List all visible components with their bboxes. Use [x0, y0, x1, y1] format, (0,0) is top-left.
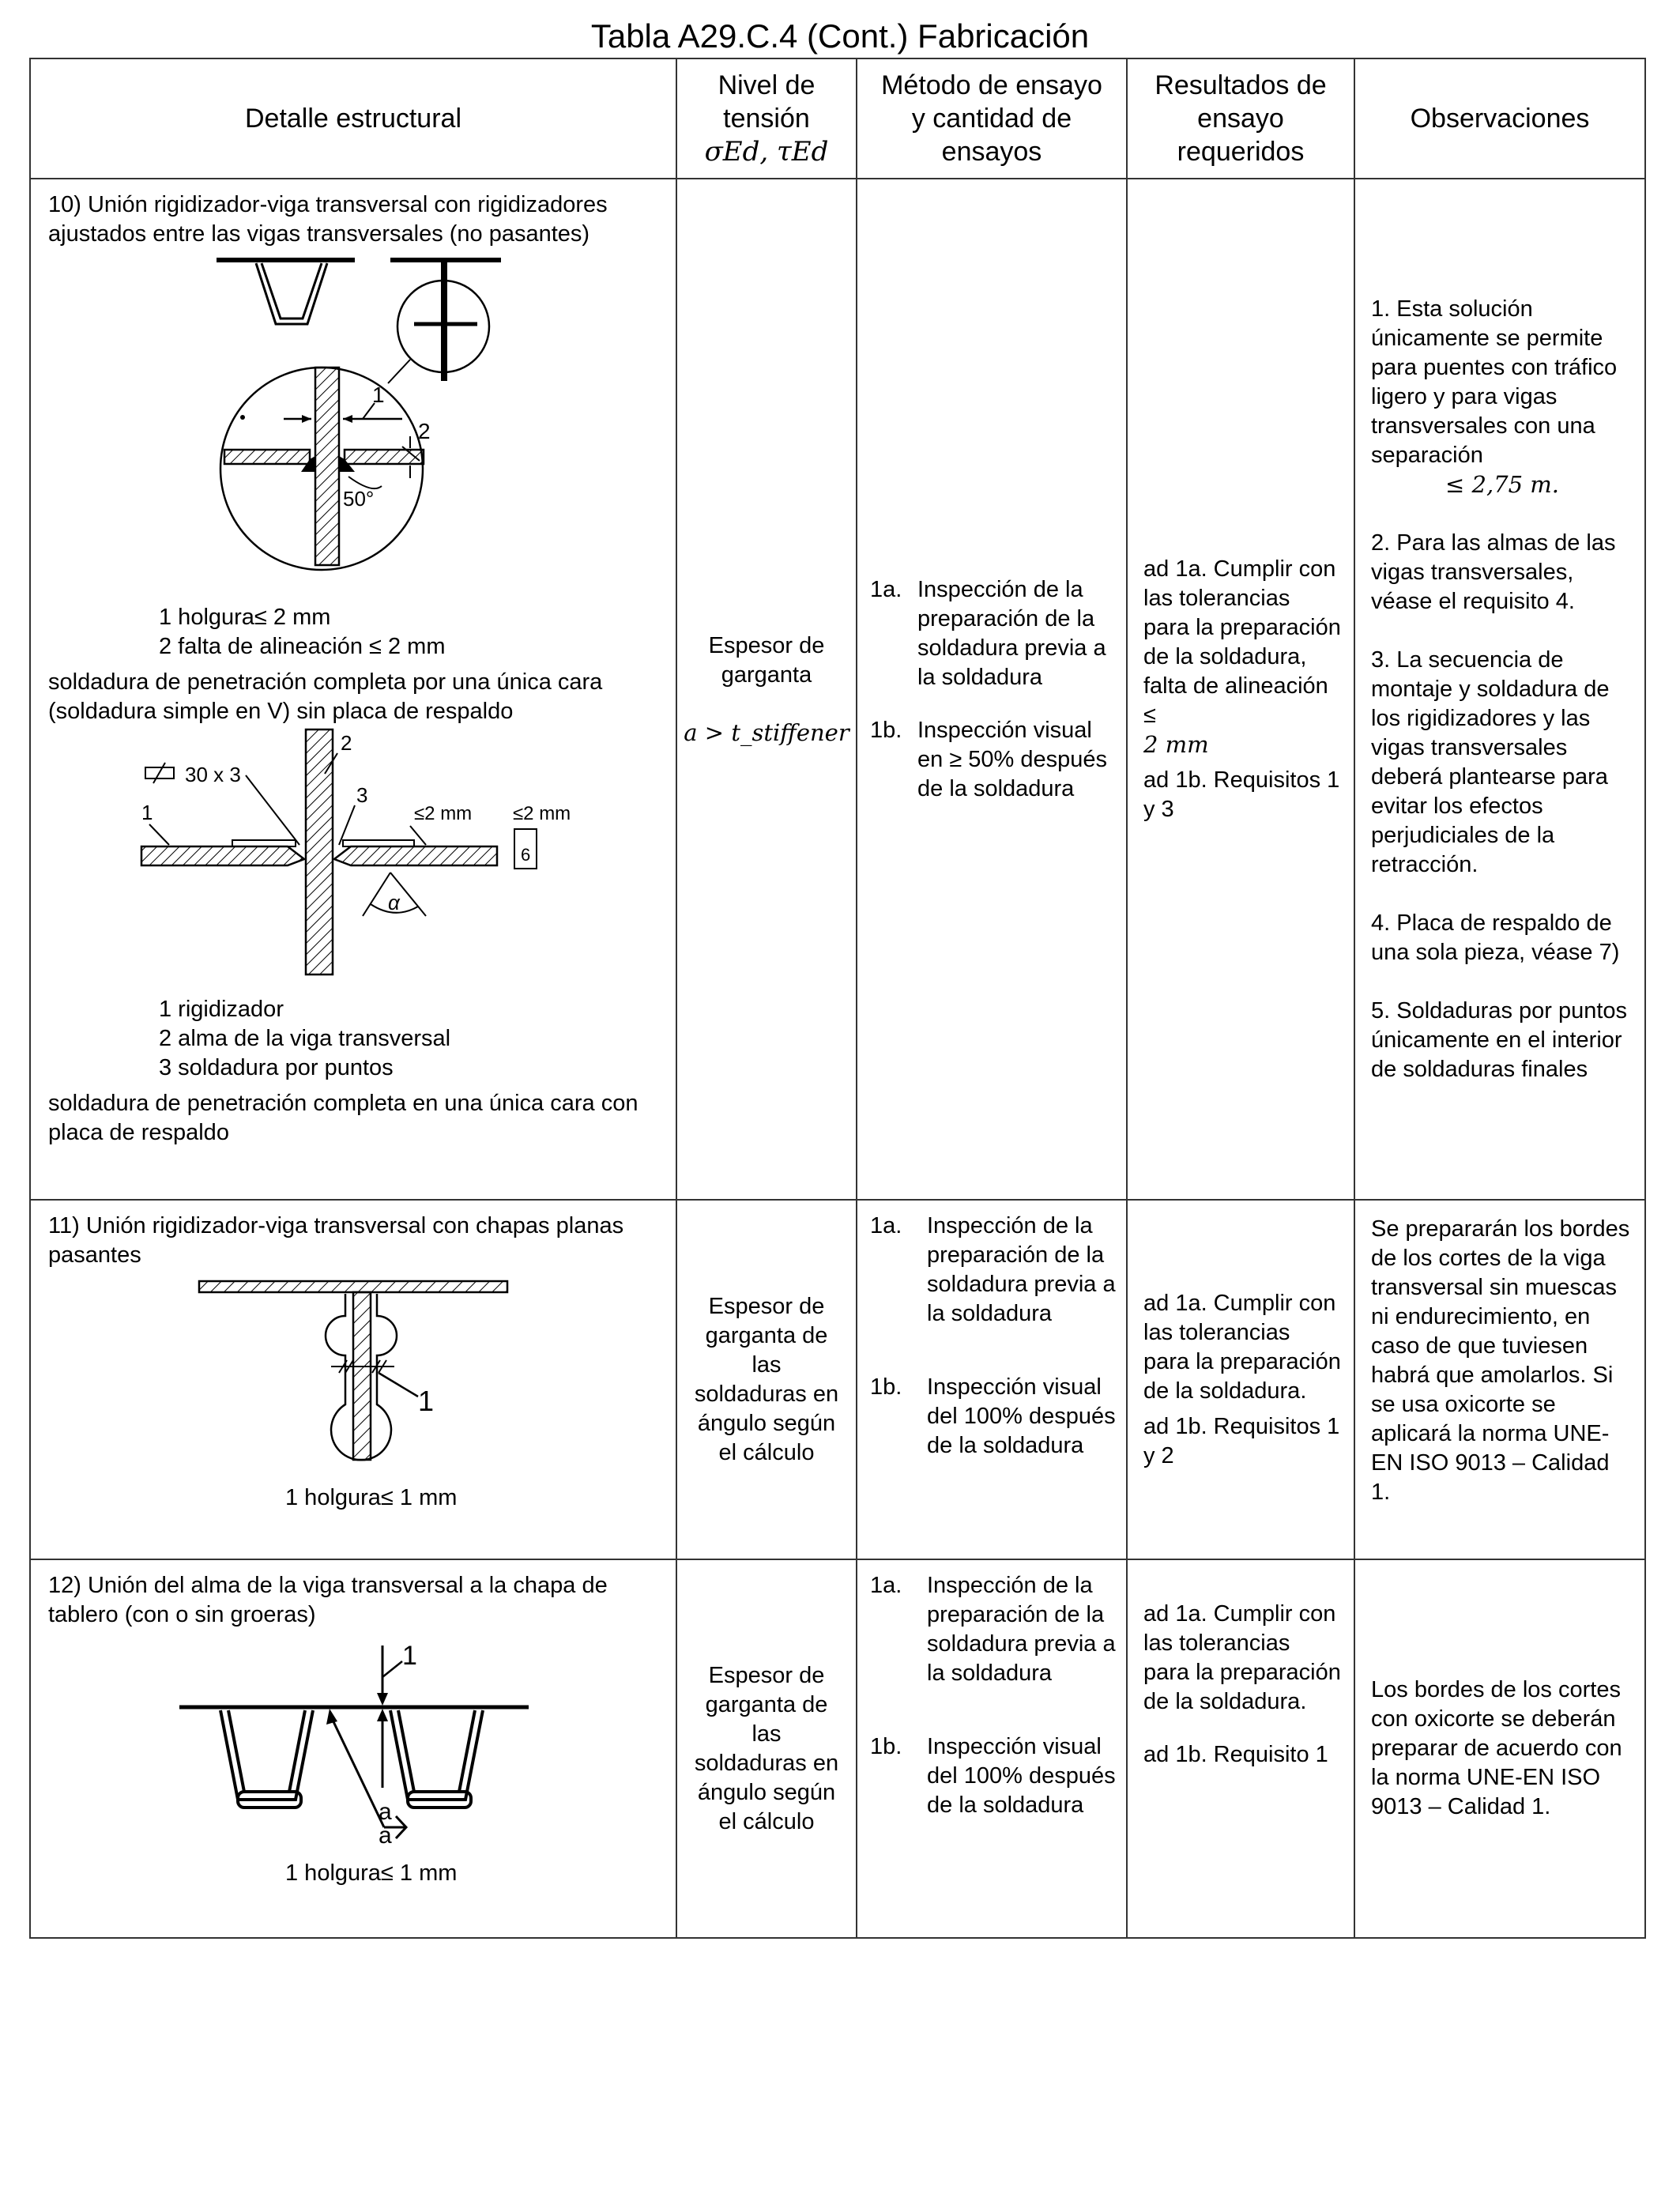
legend-web: 2 alma de la viga transversal	[159, 1026, 451, 1051]
header-observaciones: Observaciones	[1354, 58, 1645, 179]
header-metodo: Método de ensayo y cantidad de ensayos	[857, 58, 1127, 179]
resultado-1a-10: ad 1a. Cumplir con las tolerancias para la preparación de la soldadura, falta de alineación ≤	[1143, 556, 1341, 728]
header-nivel: Nivel de tensión σEd, τEd	[676, 58, 857, 179]
svg-text:1: 1	[418, 1385, 435, 1417]
metodo-cell-11	[857, 1200, 1127, 1559]
legend-gap-1mm-11: 1 holgura≤ 1 mm	[285, 1485, 458, 1510]
observaciones-cell-11	[1354, 1200, 1645, 1559]
obs-1-value: ≤ 2,75 m.	[1445, 470, 1560, 498]
resultados-cell-10	[1127, 179, 1354, 1200]
legend-misalignment: 2 falta de alineación ≤ 2 mm	[159, 634, 446, 659]
svg-text:a: a	[379, 1823, 392, 1849]
nivel-cell-11: Espesor de garganta de las soldaduras en ángulo según el cálculo	[676, 1200, 857, 1559]
resultado-1b-12: ad 1b. Requisito 1	[1143, 1742, 1328, 1767]
legend-gap-2mm: 1 holgura≤ 2 mm	[159, 605, 331, 630]
metodo-cell-12	[857, 1559, 1127, 1938]
fabrication-table	[29, 58, 1646, 1939]
metodo-1a-10: 1a. Inspección de la preparación de la soldadura previa a la soldadura	[870, 576, 1106, 690]
legend-gap-1mm-12: 1 holgura≤ 1 mm	[285, 1860, 458, 1886]
detail-cell-11	[30, 1200, 676, 1559]
header-detalle: Detalle estructural	[30, 58, 676, 179]
nivel-cell-10: Espesor de garganta a > t_stiffener	[676, 179, 857, 1200]
svg-text:2: 2	[341, 731, 352, 755]
figure-web-to-deck	[31, 1630, 677, 1859]
figure-backing-plate-detail	[31, 726, 677, 995]
legend-stiffener: 1 rigidizador	[159, 997, 284, 1022]
svg-text:6: 6	[521, 845, 531, 865]
svg-text:3: 3	[356, 783, 368, 807]
obs-5: 5. Soldaduras por puntos únicamente en el interior de soldaduras finales	[1371, 997, 1628, 1082]
svg-text:a: a	[379, 1799, 392, 1825]
resultados-cell-11	[1127, 1200, 1354, 1559]
metodo-cell-10	[857, 179, 1127, 1200]
metodo-1b-11: 1b. Inspección visual del 100% después de la soldadura	[870, 1374, 1116, 1458]
resultado-1b-10: ad 1b. Requisitos 1 y 3	[1143, 767, 1340, 822]
resultados-cell-12	[1127, 1559, 1354, 1938]
throat-formula: a > t_stiffener	[684, 718, 849, 746]
caption-backing-plate: soldadura de penetración completa en una única cara con placa de respaldo	[48, 1091, 638, 1145]
resultado-1b-11: ad 1b. Requisitos 1 y 2	[1143, 1413, 1340, 1468]
metodo-1a-11: 1a. Inspección de la preparación de la soldadura previa a la soldadura	[870, 1213, 1116, 1326]
obs-11: Se prepararán los bordes de los cortes de la viga transversal sin muescas ni endurecimiento, en caso de que tuviesen habrá que amolarlos. Si se usa oxicorte se aplicará la norma UNE-EN ISO 9013 – Calidad 1.	[1371, 1216, 1630, 1505]
svg-text:≤2 mm: ≤2 mm	[414, 803, 473, 824]
figure-stiffener-detail-v-weld	[31, 249, 677, 603]
detail-cell-10	[30, 179, 676, 1200]
table-row-10	[30, 179, 1645, 1200]
resultado-1a-12: ad 1a. Cumplir con las tolerancias para la preparación de la soldadura.	[1143, 1601, 1341, 1714]
figure-flat-through-plate	[31, 1270, 677, 1483]
obs-12: Los bordes de los cortes con oxicorte se deberán preparar de acuerdo con la norma UNE-EN ISO 9013 – Calidad 1.	[1371, 1677, 1622, 1819]
detail-title-11: 11) Unión rigidizador-viga transversal con chapas planas pasantes	[48, 1213, 624, 1268]
metodo-1b-10: 1b. Inspección visual en ≥ 50% después de la soldadura	[870, 717, 1108, 801]
observaciones-cell-10	[1354, 179, 1645, 1200]
svg-text:30 x 3: 30 x 3	[185, 763, 241, 786]
table-row-12	[30, 1559, 1645, 1938]
header-resultados: Resultados de ensayo requeridos	[1127, 58, 1354, 179]
resultado-1a-value: 2 mm	[1143, 730, 1209, 758]
svg-text:α: α	[388, 891, 400, 914]
legend-tack-weld: 3 soldadura por puntos	[159, 1055, 394, 1080]
svg-text:1: 1	[372, 383, 385, 407]
svg-text:≤2 mm: ≤2 mm	[513, 803, 571, 824]
detail-title-10: 10) Unión rigidizador-viga transversal con rigidizadores ajustados entre las vigas transversales (no pasantes)	[48, 192, 608, 247]
resultado-1a-11: ad 1a. Cumplir con las tolerancias para la preparación de la soldadura.	[1143, 1290, 1341, 1404]
metodo-1a-12: 1a. Inspección de la preparación de la soldadura previa a la soldadura	[870, 1573, 1116, 1686]
header-row	[30, 58, 1645, 179]
observaciones-cell-12	[1354, 1559, 1645, 1938]
detail-title-12: 12) Unión del alma de la viga transversal a la chapa de tablero (con o sin groeras)	[48, 1573, 608, 1627]
svg-text:2: 2	[418, 419, 431, 443]
obs-2: 2. Para las almas de las vigas transversales, véase el requisito 4.	[1371, 530, 1616, 614]
obs-3: 3. La secuencia de montaje y soldadura de los rigidizadores y las vigas transversales deberá plantearse para evitar los efectos perjudiciales de la retracción.	[1371, 647, 1610, 877]
svg-text:1: 1	[402, 1641, 417, 1671]
nivel-cell-12: Espesor de garganta de las soldaduras en ángulo según el cálculo	[676, 1559, 857, 1938]
metodo-1b-12: 1b. Inspección visual del 100% después de la soldadura	[870, 1734, 1116, 1818]
obs-4: 4. Placa de respaldo de una sola pieza, véase 7)	[1371, 910, 1620, 965]
svg-text:50°: 50°	[343, 487, 375, 511]
caption-v-weld: soldadura de penetración completa por una única cara (soldadura simple en V) sin placa de respaldo	[48, 669, 603, 724]
svg-text:1: 1	[141, 801, 153, 824]
detail-cell-12	[30, 1559, 676, 1938]
table-title: Tabla A29.C.4 (Cont.) Fabricación	[590, 17, 1090, 55]
table-row-11	[30, 1200, 1645, 1559]
stress-symbols: σEd, τEd	[704, 136, 829, 168]
obs-1: 1. Esta solución únicamente se permite para puentes con tráfico ligero y para vigas transversales con una separación	[1371, 296, 1618, 468]
